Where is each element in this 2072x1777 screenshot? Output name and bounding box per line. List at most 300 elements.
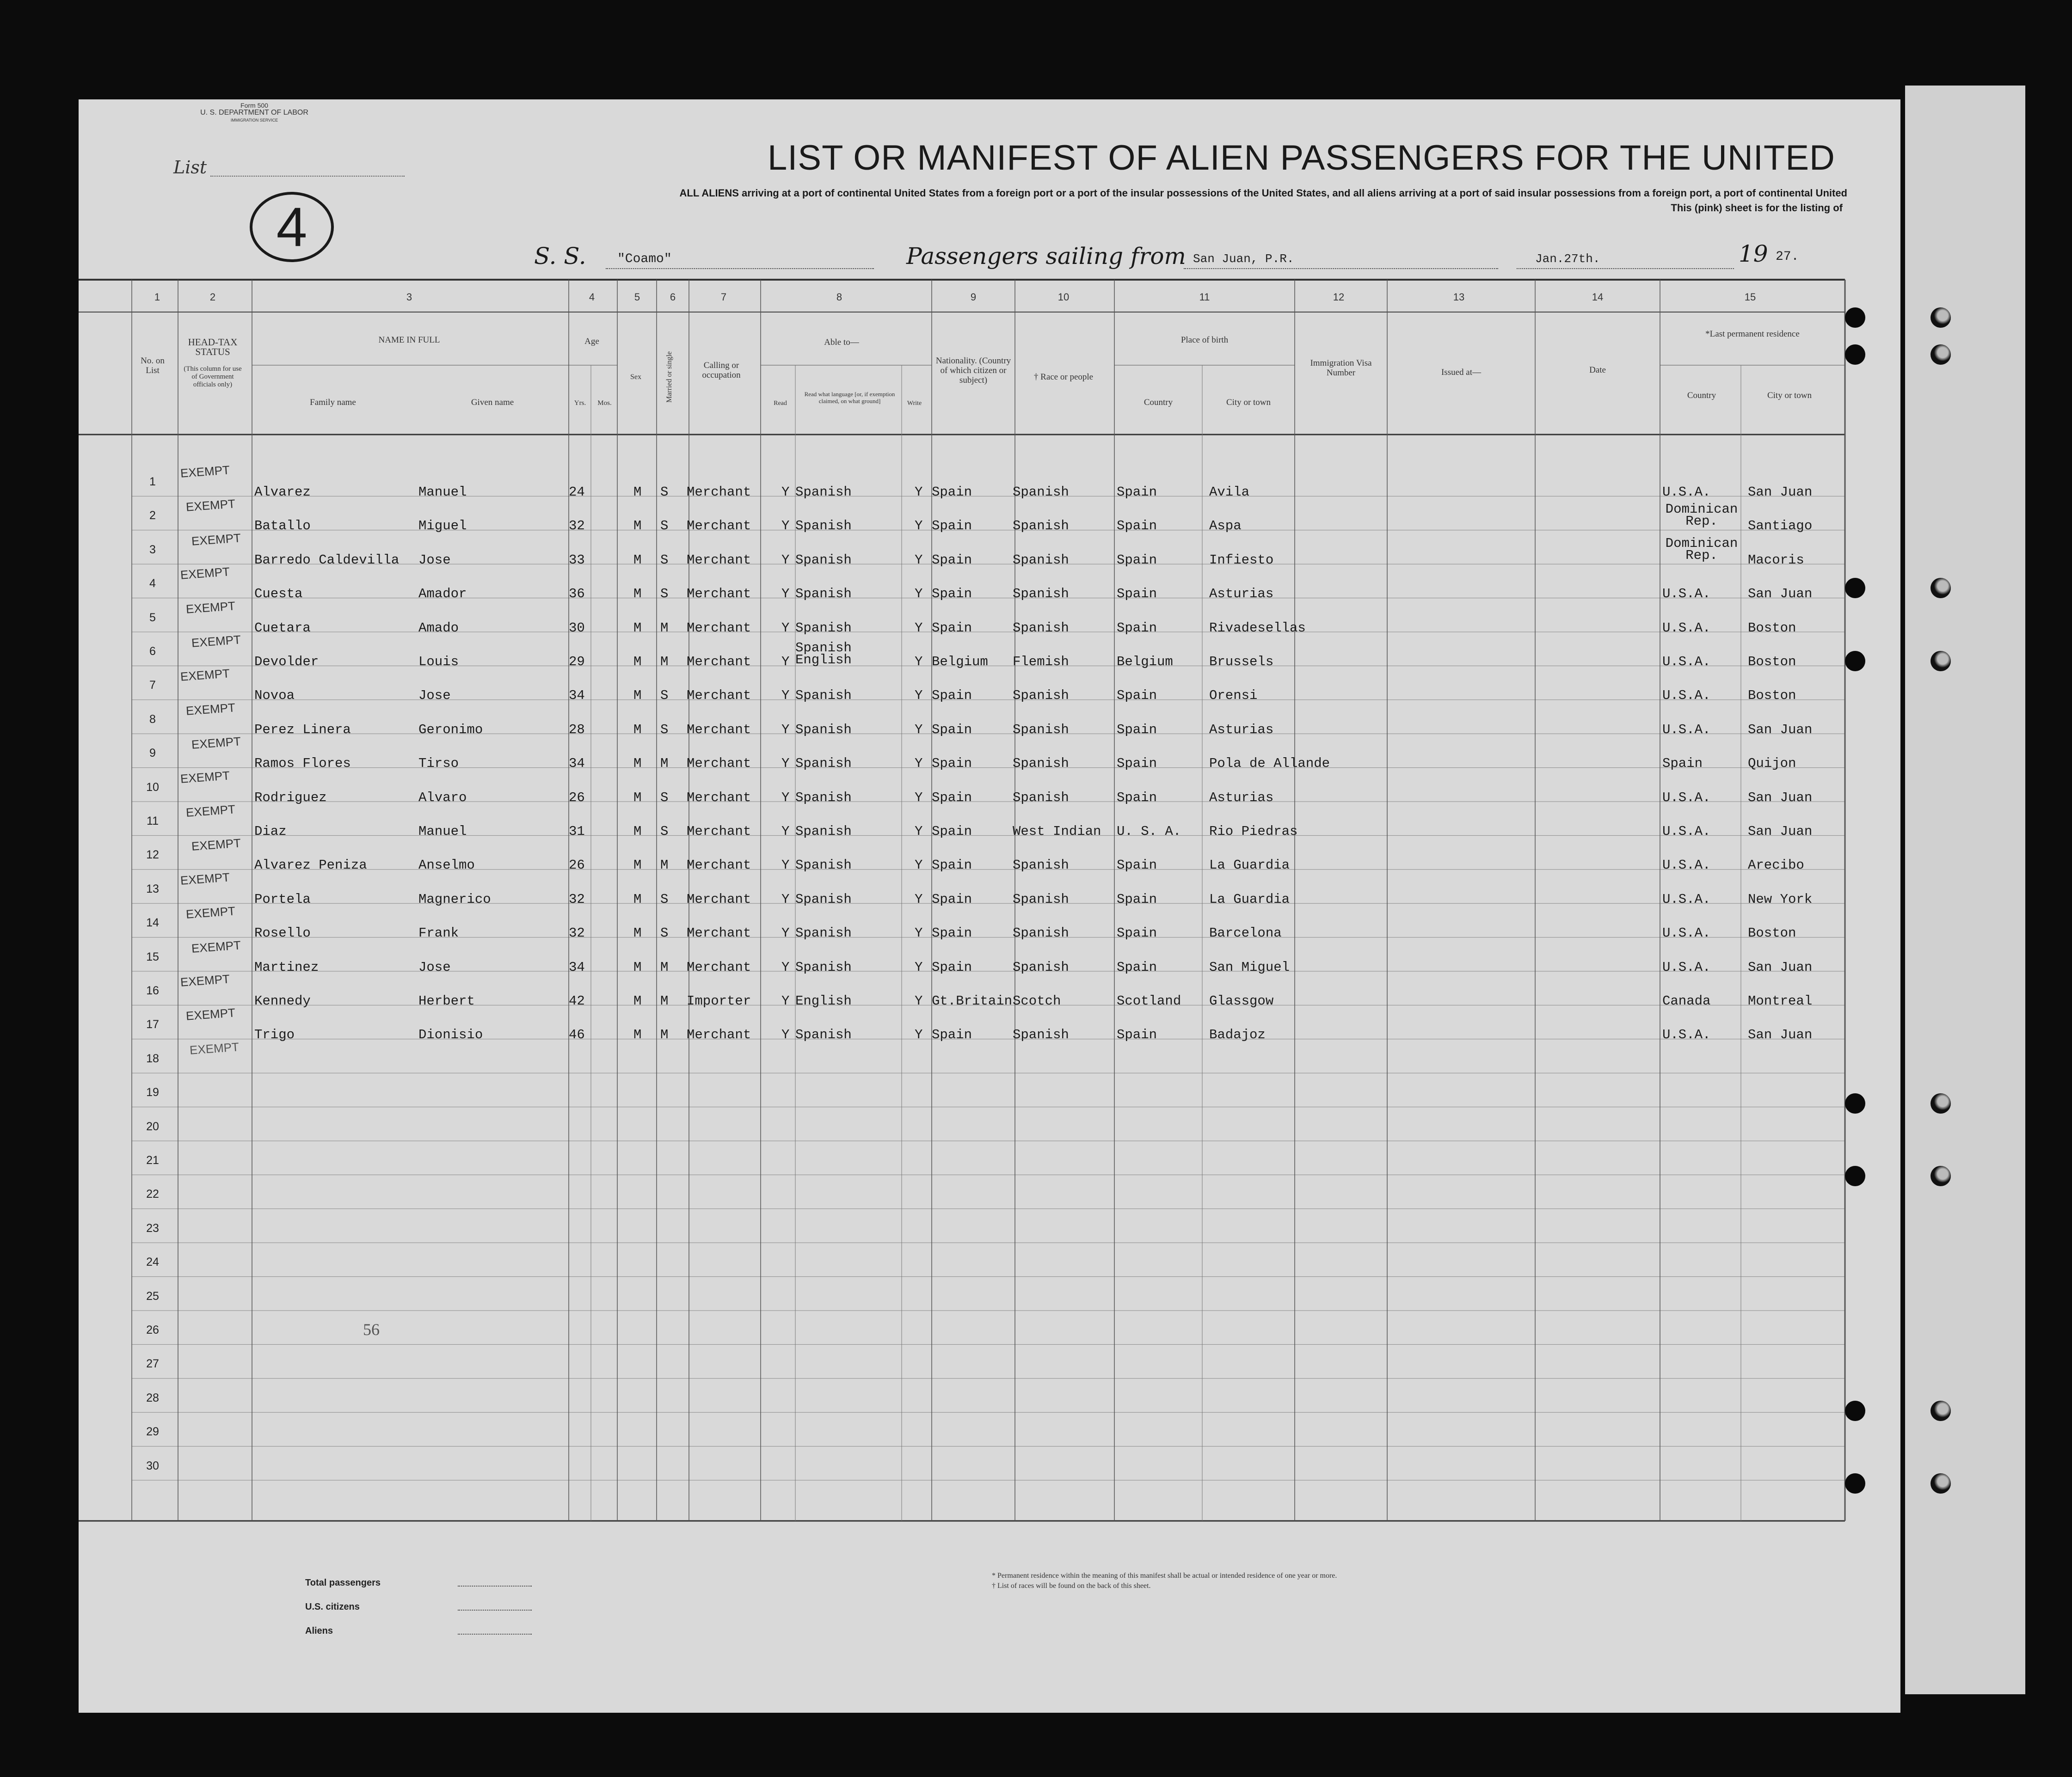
cell-family: Rodriguez — [254, 790, 327, 805]
punch-hole — [1931, 1401, 1951, 1421]
cell-age: 33 — [569, 552, 585, 568]
cell-sex: M — [633, 959, 642, 975]
cell-given: Jose — [418, 552, 451, 568]
row-number: 24 — [146, 1256, 159, 1269]
cell-write: Y — [915, 552, 923, 568]
cell-res-city: San Juan — [1748, 586, 1813, 602]
cell-res-country: Canada — [1662, 993, 1711, 1009]
cell-birth-country: Spain — [1117, 620, 1157, 636]
row-number: 5 — [149, 611, 156, 624]
row-number: 25 — [146, 1289, 159, 1303]
cell-nationality: Spain — [932, 1027, 972, 1043]
cell-race: Spanish — [1013, 586, 1069, 602]
row-number: 2 — [149, 509, 156, 522]
cell-res-city: Boston — [1748, 620, 1796, 636]
cell-nationality: Gt.Britain — [932, 993, 1013, 1009]
exempt-stamp: EXEMPT — [189, 1040, 240, 1057]
cell-language: Spanish — [795, 722, 852, 737]
cell-marital: S — [660, 484, 669, 500]
column-number: 6 — [670, 291, 676, 303]
row-number: 10 — [146, 780, 159, 794]
cell-given: Geronimo — [418, 722, 483, 737]
cell-language: Spanish — [795, 824, 852, 839]
cell-sex: M — [633, 484, 642, 500]
cell-occupation: Merchant — [687, 824, 751, 839]
cell-birth-country: Spain — [1117, 586, 1157, 602]
header-birth-city: City or town — [1226, 398, 1271, 407]
cell-occupation: Merchant — [687, 688, 751, 704]
cell-birth-city: Avila — [1209, 484, 1250, 500]
header-write: Write — [907, 400, 922, 407]
cell-res-country: U.S.A. — [1662, 484, 1711, 500]
cell-write: Y — [915, 959, 923, 975]
cell-family: Novoa — [254, 688, 295, 704]
row-number: 16 — [146, 984, 159, 997]
cell-given: Dionisio — [418, 1027, 483, 1043]
cell-marital: S — [660, 552, 669, 568]
cell-given: Frank — [418, 925, 459, 941]
cell-res-city: San Juan — [1748, 1027, 1813, 1043]
cell-family: Rosello — [254, 925, 311, 941]
cell-race: Spanish — [1013, 688, 1069, 704]
cell-family: Barredo Caldevilla — [254, 552, 400, 568]
cell-age: 34 — [569, 688, 585, 704]
cell-age: 32 — [569, 518, 585, 534]
cell-language: Spanish — [795, 552, 852, 568]
ship-name: "Coamo" — [617, 252, 672, 266]
cell-nationality: Belgium — [932, 654, 988, 669]
cell-race: West Indian — [1013, 824, 1101, 839]
cell-marital: M — [660, 620, 669, 636]
row-number: 27 — [146, 1357, 159, 1371]
cell-res-city: Quijon — [1748, 756, 1796, 772]
column-number: 9 — [970, 291, 977, 303]
exempt-stamp: EXEMPT — [180, 870, 230, 888]
punch-hole — [1931, 1093, 1951, 1114]
cell-write: Y — [915, 654, 923, 669]
row-number: 7 — [149, 679, 156, 692]
cell-given: Amado — [418, 620, 459, 636]
cell-res-city: San Juan — [1748, 790, 1813, 805]
header-birth-country: Country — [1144, 398, 1173, 407]
cell-nationality: Spain — [932, 858, 972, 873]
cell-given: Louis — [418, 654, 459, 669]
row-number: 1 — [149, 475, 156, 488]
header-date: Date — [1589, 365, 1606, 375]
cell-family: Batallo — [254, 518, 311, 534]
cell-res-country: Dominican Rep. — [1665, 535, 1738, 563]
header-calling: Calling or occupation — [702, 361, 741, 380]
cell-res-city: New York — [1748, 891, 1813, 907]
header-read-language: Read what language [or, if exemption claimed, on what ground] — [804, 391, 895, 404]
cell-given: Amador — [418, 586, 467, 602]
cell-age: 34 — [569, 959, 585, 975]
header-head-tax-note: (This column for use of Government officials only) — [184, 365, 242, 388]
cell-sex: M — [633, 1027, 642, 1043]
cell-write: Y — [915, 518, 923, 534]
cell-family: Ramos Flores — [254, 756, 351, 772]
cell-read: Y — [781, 484, 790, 500]
cell-race: Spanish — [1013, 518, 1069, 534]
cell-occupation: Merchant — [687, 586, 751, 602]
cell-read: Y — [781, 518, 790, 534]
column-number: 15 — [1744, 291, 1756, 303]
cell-given: Magnerico — [418, 891, 491, 907]
sailing-label: Passengers sailing from — [906, 243, 1186, 270]
cell-language: Spanish — [795, 518, 852, 534]
cell-res-country: U.S.A. — [1662, 858, 1711, 873]
footnote-races: † List of races will be found on the back of this sheet. — [992, 1582, 1151, 1590]
cell-read: Y — [781, 688, 790, 704]
cell-read: Y — [781, 654, 790, 669]
exempt-stamp: EXEMPT — [180, 666, 230, 684]
cell-family: Martinez — [254, 959, 319, 975]
cell-occupation: Merchant — [687, 1027, 751, 1043]
punch-hole — [1931, 651, 1951, 671]
column-number: 3 — [406, 291, 412, 303]
cell-birth-city: Asturias — [1209, 790, 1274, 805]
cell-language: English — [795, 993, 852, 1009]
column-number: 11 — [1199, 291, 1210, 303]
cell-nationality: Spain — [932, 586, 972, 602]
cell-birth-city: Barcelona — [1209, 925, 1282, 941]
cell-given: Manuel — [418, 484, 467, 500]
row-number: 11 — [147, 815, 159, 827]
cell-marital: M — [660, 756, 669, 772]
cell-birth-city: Infiesto — [1209, 552, 1274, 568]
page-title: LIST OR MANIFEST OF ALIEN PASSENGERS FOR THE UNITED — [768, 138, 1835, 178]
cell-language: Spanish — [795, 688, 852, 704]
cell-marital: M — [660, 858, 669, 873]
cell-language: Spanish — [795, 484, 852, 500]
cell-read: Y — [781, 722, 790, 737]
column-number: 7 — [720, 291, 727, 303]
exempt-stamp: EXEMPT — [185, 802, 236, 820]
exempt-stamp: EXEMPT — [185, 598, 236, 616]
cell-read: Y — [781, 959, 790, 975]
cell-sex: M — [633, 620, 642, 636]
cell-race: Spanish — [1013, 722, 1069, 737]
cell-race: Spanish — [1013, 552, 1069, 568]
row-number: 17 — [146, 1018, 159, 1031]
punch-hole — [1931, 578, 1951, 598]
punch-hole — [1931, 307, 1951, 328]
cell-res-country: U.S.A. — [1662, 654, 1711, 669]
exempt-stamp: EXEMPT — [191, 531, 241, 548]
cell-occupation: Merchant — [687, 858, 751, 873]
column-number: 12 — [1333, 291, 1345, 303]
cell-sex: M — [633, 756, 642, 772]
cell-birth-city: Asturias — [1209, 722, 1274, 737]
cell-res-country: U.S.A. — [1662, 722, 1711, 737]
cell-birth-country: Spain — [1117, 1027, 1157, 1043]
row-number: 22 — [146, 1188, 159, 1201]
row-number: 12 — [146, 848, 159, 862]
cell-occupation: Merchant — [687, 756, 751, 772]
exempt-stamp: EXEMPT — [180, 768, 230, 786]
cell-res-city: San Juan — [1748, 824, 1813, 839]
cell-read: Y — [781, 756, 790, 772]
cell-occupation: Merchant — [687, 959, 751, 975]
column-number: 2 — [209, 291, 216, 303]
cell-language: Spanish English — [795, 640, 852, 668]
cell-read: Y — [781, 620, 790, 636]
cell-write: Y — [915, 925, 923, 941]
row-number: 18 — [146, 1052, 159, 1065]
cell-res-country: U.S.A. — [1662, 824, 1711, 839]
cell-marital: S — [660, 688, 669, 704]
year-prefix: 19 — [1739, 240, 1768, 267]
column-number: 14 — [1592, 291, 1604, 303]
cell-res-country: U.S.A. — [1662, 790, 1711, 805]
punch-hole — [1845, 651, 1865, 671]
header-visa: Immigration Visa Number — [1310, 358, 1372, 378]
cell-race: Spanish — [1013, 620, 1069, 636]
cell-age: 28 — [569, 722, 585, 737]
cell-read: Y — [781, 858, 790, 873]
cell-nationality: Spain — [932, 756, 972, 772]
cell-sex: M — [633, 858, 642, 873]
exempt-stamp: EXEMPT — [185, 904, 236, 921]
header-married: Married or single — [665, 351, 673, 403]
form-number: Form 500 — [240, 102, 268, 109]
cell-birth-country: Spain — [1117, 484, 1157, 500]
cell-nationality: Spain — [932, 891, 972, 907]
cell-family: Kennedy — [254, 993, 311, 1009]
cell-race: Spanish — [1013, 756, 1069, 772]
cell-occupation: Merchant — [687, 891, 751, 907]
cell-birth-city: Orensi — [1209, 688, 1258, 704]
intro-line-2: This (pink) sheet is for the listing of — [1671, 202, 1843, 214]
cell-marital: S — [660, 824, 669, 839]
cell-family: Alvarez — [254, 484, 311, 500]
cell-given: Jose — [418, 688, 451, 704]
cell-write: Y — [915, 824, 923, 839]
cell-res-city: Arecibo — [1748, 858, 1804, 873]
cell-read: Y — [781, 586, 790, 602]
cell-write: Y — [915, 688, 923, 704]
row-number: 19 — [146, 1086, 159, 1099]
cell-occupation: Merchant — [687, 925, 751, 941]
cell-sex: M — [633, 790, 642, 805]
row-number: 8 — [149, 712, 156, 726]
cell-race: Spanish — [1013, 790, 1069, 805]
cell-write: Y — [915, 722, 923, 737]
cell-age: 26 — [569, 858, 585, 873]
cell-age: 30 — [569, 620, 585, 636]
cell-marital: S — [660, 790, 669, 805]
cell-given: Alvaro — [418, 790, 467, 805]
punch-hole — [1845, 1166, 1865, 1186]
punch-hole — [1845, 1093, 1865, 1114]
aliens-label: Aliens — [305, 1626, 333, 1636]
punch-hole — [1845, 1473, 1865, 1494]
cell-marital: S — [660, 891, 669, 907]
row-number: 20 — [146, 1120, 159, 1133]
cell-sex: M — [633, 586, 642, 602]
cell-read: Y — [781, 824, 790, 839]
cell-age: 32 — [569, 891, 585, 907]
punch-hole — [1845, 344, 1865, 365]
punch-hole — [1845, 1401, 1865, 1421]
list-number-circle: 4 — [250, 192, 334, 262]
cell-write: Y — [915, 790, 923, 805]
cell-birth-country: Spain — [1117, 722, 1157, 737]
ss-label: S. S. — [534, 243, 586, 270]
row-number: 6 — [149, 645, 156, 658]
cell-write: Y — [915, 484, 923, 500]
cell-sex: M — [633, 552, 642, 568]
exempt-stamp: EXEMPT — [180, 564, 230, 582]
column-number: 5 — [634, 291, 640, 303]
cell-given: Herbert — [418, 993, 475, 1009]
cell-res-city: San Juan — [1748, 722, 1813, 737]
cell-sex: M — [633, 518, 642, 534]
punch-hole — [1931, 344, 1951, 365]
header-no-on-list: No. on List — [141, 356, 165, 375]
punch-hole — [1845, 578, 1865, 598]
column-number: 10 — [1058, 291, 1070, 303]
cell-race: Spanish — [1013, 858, 1069, 873]
cell-write: Y — [915, 891, 923, 907]
cell-sex: M — [633, 925, 642, 941]
header-age: Age — [584, 337, 599, 346]
cell-given: Tirso — [418, 756, 459, 772]
cell-family: Cuesta — [254, 586, 303, 602]
cell-res-city: San Juan — [1748, 959, 1813, 975]
cell-birth-city: Pola de Allande — [1209, 756, 1330, 772]
cell-occupation: Merchant — [687, 790, 751, 805]
cell-write: Y — [915, 858, 923, 873]
cell-language: Spanish — [795, 790, 852, 805]
cell-res-city: Boston — [1748, 654, 1796, 669]
cell-race: Scotch — [1013, 993, 1061, 1009]
header-last-residence: *Last permanent residence — [1705, 329, 1800, 339]
cell-res-country: Dominican Rep. — [1665, 502, 1738, 529]
cell-birth-country: Spain — [1117, 688, 1157, 704]
row-number: 23 — [146, 1221, 159, 1235]
cell-family: Portela — [254, 891, 311, 907]
cell-marital: S — [660, 586, 669, 602]
cell-given: Anselmo — [418, 858, 475, 873]
cell-birth-city: Badajoz — [1209, 1027, 1266, 1043]
cell-marital: M — [660, 1027, 669, 1043]
cell-res-country: U.S.A. — [1662, 620, 1711, 636]
cell-nationality: Spain — [932, 925, 972, 941]
cell-res-city: Santiago — [1748, 518, 1813, 534]
cell-write: Y — [915, 620, 923, 636]
cell-sex: M — [633, 688, 642, 704]
cell-marital: S — [660, 925, 669, 941]
year-suffix: 27. — [1776, 250, 1799, 264]
cell-birth-country: U. S. A. — [1117, 824, 1181, 839]
header-place-of-birth: Place of birth — [1180, 335, 1229, 345]
cell-res-city: Macoris — [1748, 552, 1804, 568]
cell-res-country: U.S.A. — [1662, 959, 1711, 975]
cell-nationality: Spain — [932, 722, 972, 737]
exempt-stamp: EXEMPT — [191, 938, 241, 956]
cell-age: 46 — [569, 1027, 585, 1043]
row-number: 3 — [149, 543, 156, 556]
column-number: 1 — [154, 291, 160, 303]
cell-age: 36 — [569, 586, 585, 602]
cell-res-city: Boston — [1748, 688, 1796, 704]
cell-read: Y — [781, 1027, 790, 1043]
cell-race: Spanish — [1013, 1027, 1069, 1043]
cell-nationality: Spain — [932, 484, 972, 500]
cell-occupation: Merchant — [687, 654, 751, 669]
cell-birth-country: Spain — [1117, 756, 1157, 772]
cell-sex: M — [633, 891, 642, 907]
cell-family: Trigo — [254, 1027, 295, 1043]
cell-read: Y — [781, 790, 790, 805]
cell-nationality: Spain — [932, 959, 972, 975]
cell-nationality: Spain — [932, 824, 972, 839]
cell-age: 31 — [569, 824, 585, 839]
cell-birth-city: La Guardia — [1209, 858, 1290, 873]
cell-birth-city: Glassgow — [1209, 993, 1274, 1009]
cell-race: Spanish — [1013, 891, 1069, 907]
cell-res-country: U.S.A. — [1662, 891, 1711, 907]
cell-language: Spanish — [795, 925, 852, 941]
cell-res-city: Boston — [1748, 925, 1796, 941]
cell-write: Y — [915, 756, 923, 772]
cell-nationality: Spain — [932, 552, 972, 568]
cell-birth-country: Spain — [1117, 858, 1157, 873]
cell-race: Spanish — [1013, 925, 1069, 941]
column-number: 8 — [836, 291, 842, 303]
header-name-in-full: NAME IN FULL — [378, 335, 440, 345]
punch-hole — [1931, 1473, 1951, 1494]
exempt-stamp: EXEMPT — [185, 700, 236, 718]
cell-language: Spanish — [795, 586, 852, 602]
row-number: 14 — [146, 916, 159, 930]
cell-read: Y — [781, 925, 790, 941]
cell-marital: S — [660, 518, 669, 534]
cell-birth-city: San Miguel — [1209, 959, 1290, 975]
cell-given: Jose — [418, 959, 451, 975]
exempt-stamp: EXEMPT — [191, 836, 241, 854]
cell-age: 24 — [569, 484, 585, 500]
cell-read: Y — [781, 552, 790, 568]
cell-occupation: Importer — [687, 993, 751, 1009]
cell-language: Spanish — [795, 756, 852, 772]
header-family-name: Family name — [310, 398, 356, 407]
punch-hole — [1845, 307, 1865, 328]
cell-birth-city: Rivadesellas — [1209, 620, 1306, 636]
header-res-country: Country — [1687, 391, 1716, 400]
list-label: List — [173, 157, 207, 178]
cell-nationality: Spain — [932, 620, 972, 636]
cell-family: Cuetara — [254, 620, 311, 636]
total-passengers-label: Total passengers — [305, 1578, 381, 1588]
exempt-stamp: EXEMPT — [185, 496, 236, 515]
cell-occupation: Merchant — [687, 518, 751, 534]
cell-birth-country: Spain — [1117, 959, 1157, 975]
cell-sex: M — [633, 993, 642, 1009]
cell-language: Spanish — [795, 959, 852, 975]
cell-res-city: San Juan — [1748, 484, 1813, 500]
cell-write: Y — [915, 586, 923, 602]
column-number: 13 — [1453, 291, 1465, 303]
exempt-stamp: EXEMPT — [191, 734, 241, 752]
cell-language: Spanish — [795, 858, 852, 873]
row-number: 9 — [149, 747, 156, 760]
cell-family: Alvarez Peniza — [254, 858, 367, 873]
department-name: U. S. DEPARTMENT OF LABOR — [200, 109, 308, 116]
row-number: 29 — [146, 1425, 159, 1439]
cell-sex: M — [633, 722, 642, 737]
